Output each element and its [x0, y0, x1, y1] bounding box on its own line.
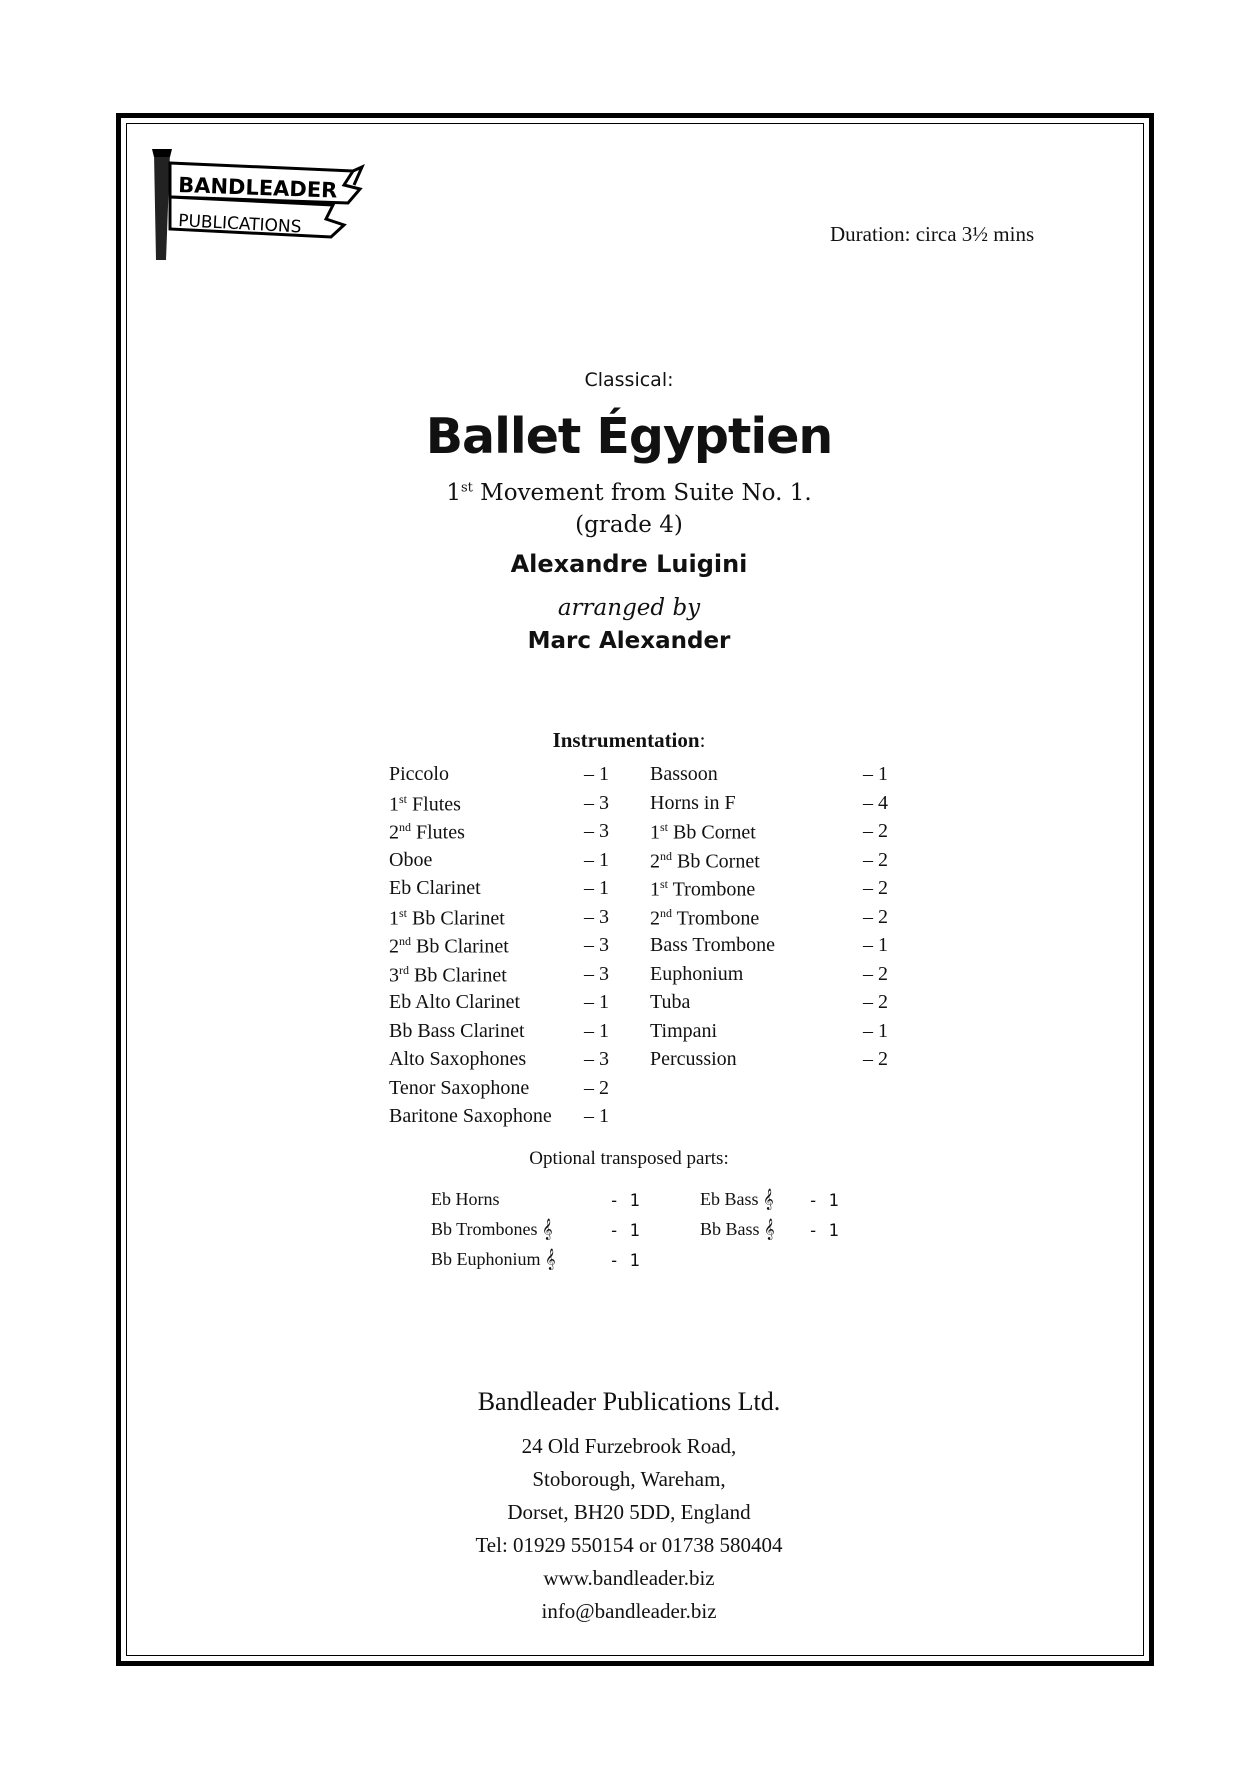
publisher-address-line: Dorset, BH20 5DD, England — [507, 1500, 751, 1524]
instrument-name: 2nd Trombone — [650, 905, 760, 930]
instrument-name: 1st Bb Clarinet — [389, 905, 505, 930]
arranger-name: Marc Alexander — [527, 628, 731, 654]
instrument-name: 1st Flutes — [389, 791, 461, 816]
logo-line1: BANDLEADER — [177, 173, 338, 203]
instrument-count: – 1 — [584, 763, 609, 785]
instrument-count: – 1 — [584, 991, 609, 1013]
publisher-name: Bandleader Publications Ltd. — [477, 1387, 781, 1416]
category-label: Classical: — [584, 369, 674, 391]
instrument-count: – 2 — [863, 962, 888, 985]
publisher-address-line: 24 Old Furzebrook Road, — [521, 1434, 737, 1458]
grade-text: (grade 4) — [575, 512, 683, 538]
duration-text: Duration: circa 3½ mins — [830, 222, 1035, 246]
instrument-count: – 4 — [863, 791, 888, 814]
instrument-name: Euphonium — [650, 962, 744, 985]
bandleader-logo — [148, 145, 408, 265]
instrument-name: Piccolo — [389, 763, 449, 785]
instrument-name: 1st Bb Cornet — [650, 820, 756, 844]
instrument-name: Timpani — [650, 1019, 718, 1042]
instrument-name: Eb Clarinet — [389, 877, 481, 899]
instrument-name: Bassoon — [650, 763, 718, 785]
instrument-count: – 3 — [584, 791, 609, 814]
instrument-count: – 2 — [863, 820, 888, 842]
instrument-name: 1st Trombone — [650, 877, 756, 901]
instrument-count: – 1 — [584, 1105, 609, 1127]
instrument-count: – 3 — [584, 1048, 609, 1070]
instrument-count: – 3 — [584, 905, 609, 928]
logo-line2: PUBLICATIONS — [177, 211, 302, 238]
instrumentation-heading: Instrumentation: — [552, 728, 706, 752]
instrument-count: – 1 — [863, 934, 888, 956]
arranged-by-label: arranged by — [557, 595, 701, 621]
publisher-phone: Tel: 01929 550154 or 01738 580404 — [475, 1533, 783, 1557]
optional-part-name: Bb Trombones 𝄞 — [431, 1219, 553, 1239]
instrument-name: Baritone Saxophone — [389, 1105, 552, 1127]
publisher-website[interactable]: www.bandleader.biz — [543, 1566, 715, 1590]
instrument-count: – 2 — [584, 1076, 609, 1099]
instrument-name: 2nd Flutes — [389, 820, 465, 844]
piece-title: Ballet Égyptien — [425, 408, 833, 465]
instrument-count: – 2 — [863, 991, 888, 1013]
instrument-name: Oboe — [389, 848, 433, 871]
optional-parts-heading: Optional transposed parts: — [529, 1148, 729, 1169]
optional-part-count: - 1 — [609, 1191, 640, 1211]
instrument-name: 2nd Bb Cornet — [650, 848, 760, 873]
instrument-count: – 1 — [863, 763, 888, 785]
instrument-name: Eb Alto Clarinet — [389, 991, 521, 1013]
instrument-name: Bass Trombone — [650, 934, 776, 956]
publisher-address-line: Stoborough, Wareham, — [532, 1467, 726, 1491]
optional-part-name: Eb Horns — [431, 1189, 500, 1209]
instrument-count: – 1 — [584, 848, 609, 871]
publisher-email[interactable]: info@bandleader.biz — [541, 1599, 717, 1623]
optional-part-name: Bb Euphonium 𝄞 — [431, 1249, 556, 1269]
optional-part-count: - 1 — [808, 1191, 839, 1211]
instrument-count: – 2 — [863, 905, 888, 928]
instrument-name: Tenor Saxophone — [389, 1076, 530, 1099]
page-border-inner — [126, 123, 1144, 1656]
instrument-count: – 3 — [584, 820, 609, 842]
instrument-count: – 1 — [863, 1019, 888, 1042]
composer-name: Alexandre Luigini — [510, 550, 748, 578]
instrument-count: – 3 — [584, 934, 609, 956]
piece-subtitle: 1st Movement from Suite No. 1. — [446, 480, 812, 506]
instrument-count: – 3 — [584, 962, 609, 985]
instrument-name: 3rd Bb Clarinet — [389, 962, 507, 987]
instrument-name: Alto Saxophones — [389, 1048, 527, 1070]
instrument-name: Tuba — [650, 991, 691, 1013]
instrument-name: Percussion — [650, 1048, 737, 1070]
optional-part-count: - 1 — [609, 1251, 640, 1271]
instrument-name: Bb Bass Clarinet — [389, 1019, 525, 1042]
optional-part-name: Eb Bass 𝄞 — [700, 1189, 774, 1209]
instrument-name: 2nd Bb Clarinet — [389, 934, 509, 958]
instrument-count: – 1 — [584, 1019, 609, 1042]
optional-part-count: - 1 — [808, 1221, 839, 1241]
instrument-count: – 1 — [584, 877, 609, 899]
instrument-count: – 2 — [863, 877, 888, 899]
instrument-count: – 2 — [863, 1048, 888, 1070]
instrument-name: Horns in F — [650, 791, 736, 814]
optional-part-name: Bb Bass 𝄞 — [700, 1219, 775, 1239]
instrument-count: – 2 — [863, 848, 888, 871]
optional-part-count: - 1 — [609, 1221, 640, 1241]
